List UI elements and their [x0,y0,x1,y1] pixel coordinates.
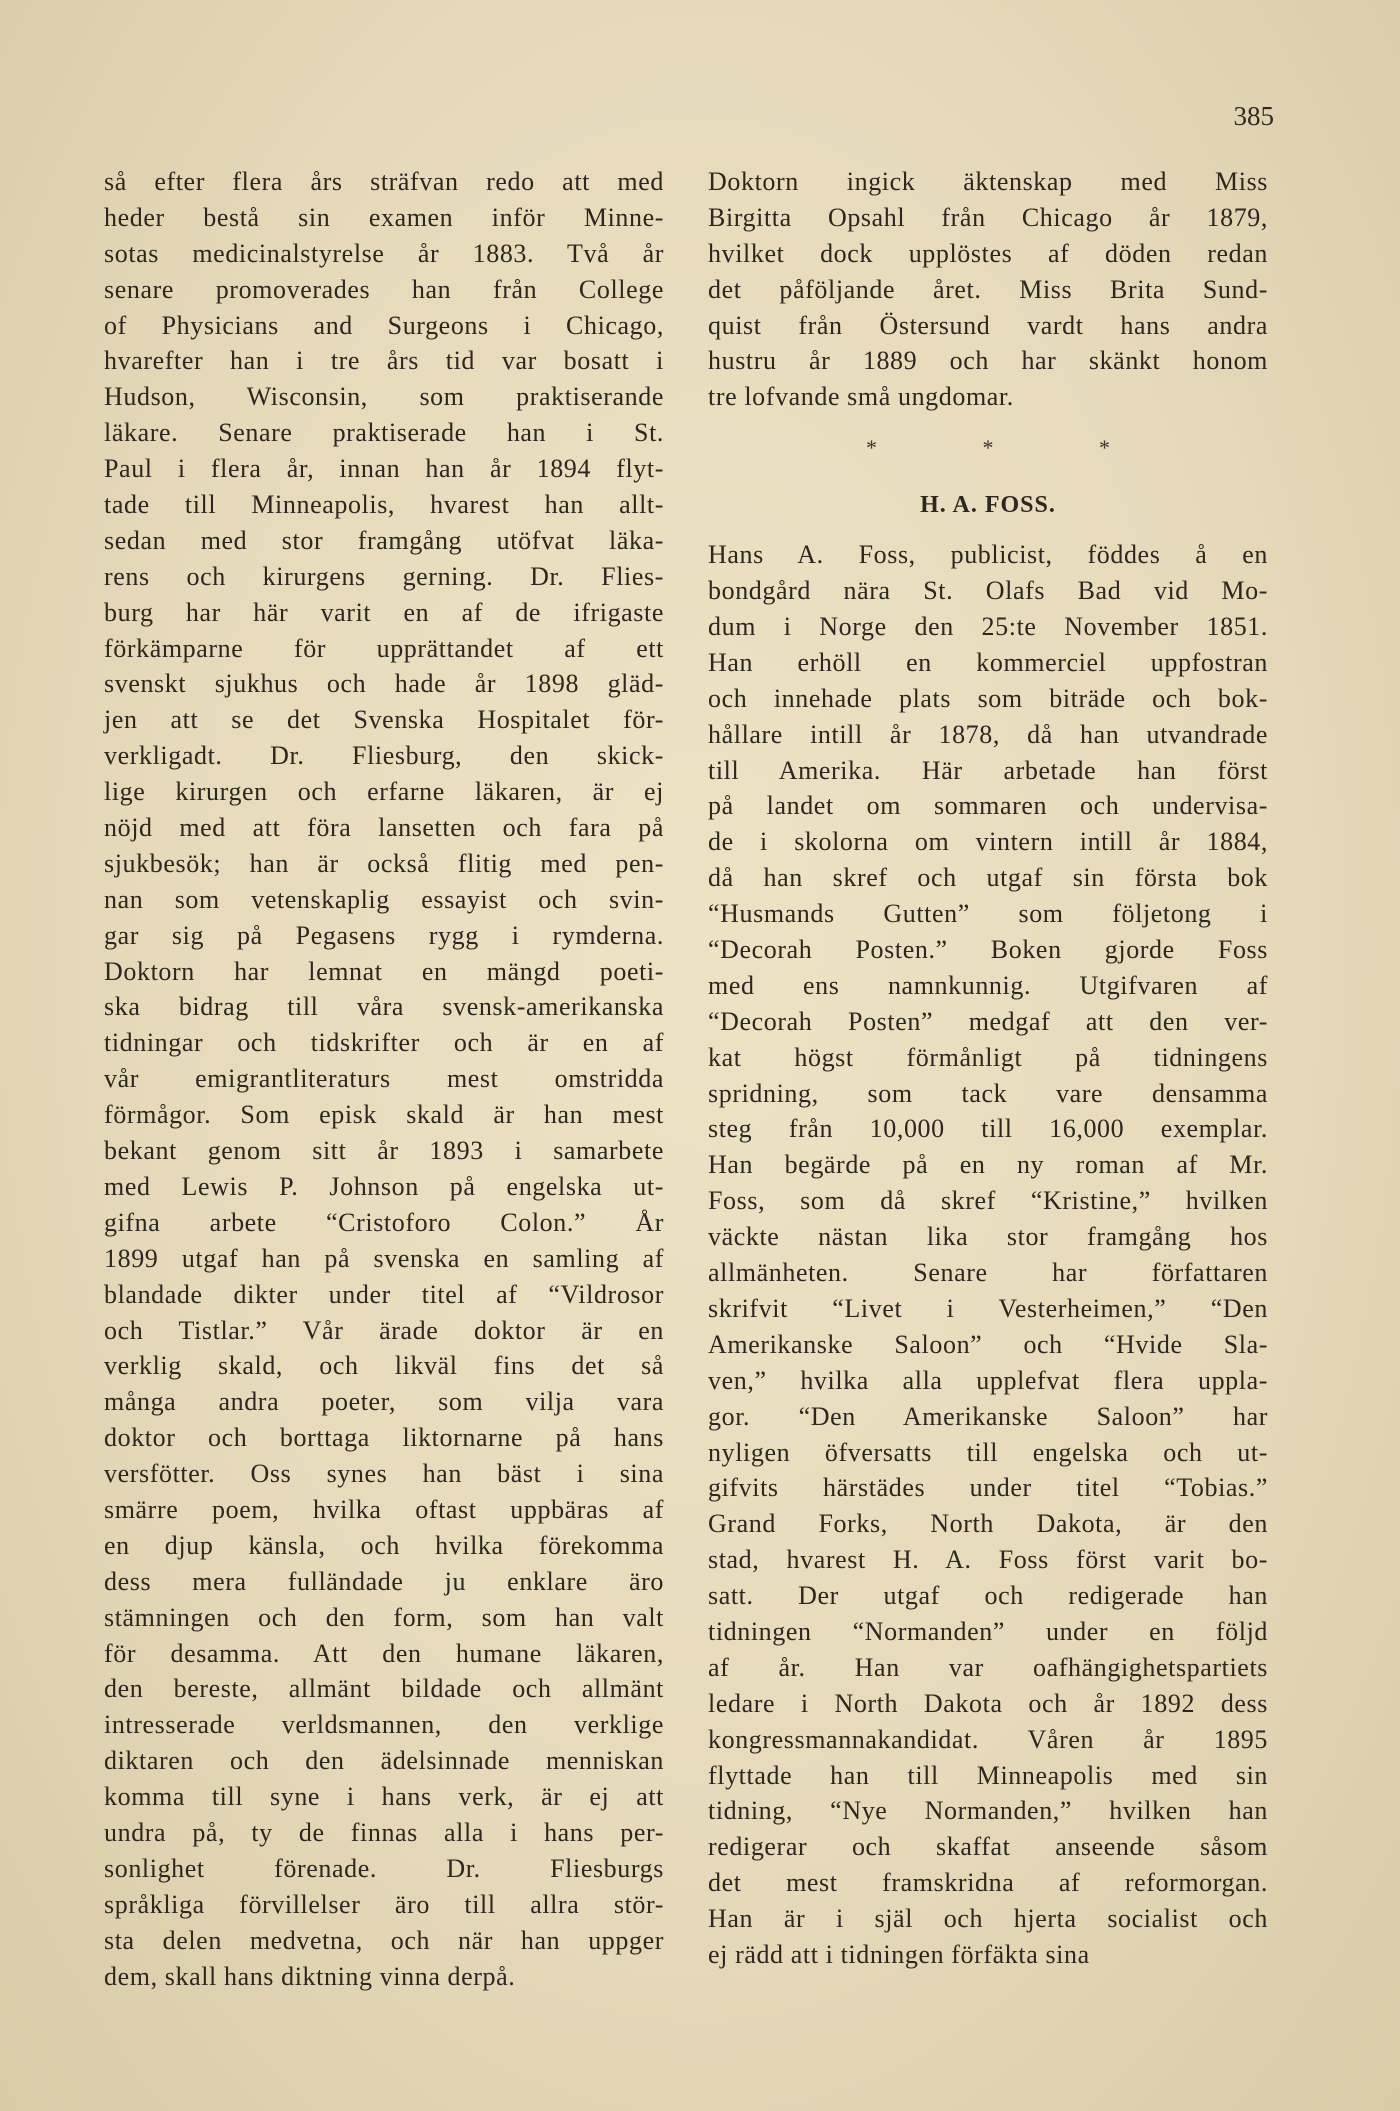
text-line: ven,” hvilka alla upplefvat flera uppla- [708,1365,1268,1395]
text-line: Hudson, Wisconsin, som praktiserande [104,382,664,412]
text-line: tidning, “Nye Normanden,” hvilken han [708,1796,1268,1826]
text-line: sonlighet förenade. Dr. Fliesburgs [104,1853,664,1883]
text-line: gifna arbete “Cristoforo Colon.” År [104,1207,664,1237]
text-line: ledare i North Dakota och år 1892 dess [708,1688,1268,1718]
page-number: 385 [1233,101,1274,131]
text-line: dess mera fulländade ju enklare äro [104,1566,664,1596]
text-line: Doktorn har lemnat en mängd poeti- [104,956,664,986]
text-line: dum i Norge den 25:te November 1851. [708,612,1268,642]
text-line: en djup känsla, och hvilka förekomma [104,1530,664,1560]
text-line: komma till syne i hans verk, är ej att [104,1782,664,1812]
text-line: Doktorn ingick äktenskap med Miss [708,167,1268,196]
text-line: tade till Minneapolis, hvarest han allt- [104,490,664,520]
text-line: ska bidrag till våra svensk-amerikanska [104,992,664,1022]
text-line: då han skref och utgaf sin första bok [708,863,1268,893]
text-line: dem, skall hans diktning vinna derpå. [104,1961,516,1991]
text-line: Birgitta Opsahl från Chicago år 1879, [708,202,1268,232]
left-column [104,164,664,1994]
text-line: nöjd med att föra lansetten och fara på [104,813,664,843]
text-line: de i skolorna om vintern intill år 1884, [708,827,1268,857]
text-line: redigerar och skaffat anseende såsom [708,1832,1268,1862]
text-line: Amerikanske Saloon” och “Hvide Sla- [708,1329,1268,1359]
text-line: gar sig på Pegasens rygg i rymderna. [104,920,664,950]
text-line: ej rädd att i tidningen förfäkta sina [708,1939,1090,1969]
text-line: senare promoverades han från College [104,274,664,304]
text-line: till Amerika. Här arbetade han först [708,755,1268,785]
text-line: jen att se det Svenska Hospitalet för- [104,705,664,735]
right-column-bottom-paragraph [708,537,1268,1973]
text-line: verkligadt. Dr. Fliesburg, den skick- [104,741,664,771]
text-line: tidningar och tidskrifter och är en af [104,1028,664,1058]
text-line: Han begärde på en ny roman af Mr. [708,1150,1268,1180]
text-line: “Decorah Posten” medgaf att den ver- [708,1006,1268,1036]
text-line: många andra poeter, som vilja vara [104,1387,664,1417]
text-line: vår emigrantliteraturs mest omstridda [104,1064,664,1094]
text-line: hållare intill år 1878, då han utvandrade [708,719,1268,749]
text-line: sjukbesök; han är också flitig med pen- [104,848,664,878]
text-line: lige kirurgen och erfarne läkaren, är ej [104,777,664,807]
text-line: svenskt sjukhus och hade år 1898 gläd- [104,669,664,699]
text-line: bondgård nära St. Olafs Bad vid Mo- [708,576,1268,606]
text-line: Grand Forks, North Dakota, är den [708,1509,1268,1539]
text-line: Paul i flera år, innan han år 1894 flyt- [104,454,664,484]
right-column-top-paragraph [708,164,1268,415]
section-separator: * * * [866,435,1160,461]
text-line: sotas medicinalstyrelse år 1883. Två år [104,238,664,268]
text-line: bekant genom sitt år 1893 i samarbete [104,1136,664,1166]
section-heading: H. A. FOSS. [920,492,1056,519]
text-line: tidningen “Normanden” under en följd [708,1616,1268,1646]
right-column [708,164,1268,1973]
text-line: och innehade plats som biträde och bok- [708,683,1268,713]
text-line: of Physicians and Surgeons i Chicago, [104,310,664,340]
text-line: det påföljande året. Miss Brita Sund- [708,274,1268,304]
text-line: för desamma. Att den humane läkaren, [104,1638,664,1668]
text-line: Hans A. Foss, publicist, föddes å en [708,540,1268,570]
text-line: Han erhöll en kommerciel uppfostran [708,647,1268,677]
text-line: förkämparne för upprättandet af ett [104,633,664,663]
text-line: kongressmannakandidat. Våren år 1895 [708,1724,1268,1754]
text-line: heder bestå sin examen inför Minne- [104,202,664,232]
text-line: versfötter. Oss synes han bäst i sina [104,1459,664,1489]
text-line: stämningen och den form, som han valt [104,1602,664,1632]
text-line: stad, hvarest H. A. Foss först varit bo- [708,1545,1268,1575]
text-line: läkare. Senare praktiserade han i St. [104,418,664,448]
text-line: gor. “Den Amerikanske Saloon” har [708,1401,1268,1431]
text-line: med ens namnkunnig. Utgifvaren af [708,970,1268,1000]
text-line: förmågor. Som episk skald är han mest [104,1100,664,1130]
text-line: 1899 utgaf han på svenska en samling af [104,1243,664,1273]
text-line: och Tistlar.” Vår ärade doktor är en [104,1315,664,1345]
text-line: språkliga förvillelser äro till allra stör- [104,1889,664,1919]
text-line: sedan med stor framgång utöfvat läka- [104,525,664,555]
text-line: spridning, som tack vare densamma [708,1078,1268,1108]
text-line: flyttade han till Minneapolis med sin [708,1760,1268,1790]
text-line: nyligen öfversatts till engelska och ut- [708,1437,1268,1467]
text-line: nan som vetenskaplig essayist och svin- [104,884,664,914]
text-line: af år. Han var oafhängighetspartiets [708,1652,1268,1682]
text-line: med Lewis P. Johnson på engelska ut- [104,1171,664,1201]
text-line: Foss, som då skref “Kristine,” hvilken [708,1186,1268,1216]
text-line: hvilket dock upplöstes af döden redan [708,238,1268,268]
text-line: quist från Östersund vardt hans andra [708,310,1268,340]
text-line: smärre poem, hvilka oftast uppbäras af [104,1494,664,1524]
text-line: steg från 10,000 till 16,000 exemplar. [708,1114,1268,1144]
text-line: satt. Der utgaf och redigerade han [708,1581,1268,1611]
text-line: sta delen medvetna, och när han uppger [104,1925,664,1955]
text-line: gifvits härstädes under titel “Tobias.” [708,1473,1268,1503]
text-line: “Husmands Gutten” som följetong i [708,899,1268,929]
text-line: undra på, ty de finnas alla i hans per- [104,1817,664,1847]
text-line: kat högst förmånligt på tidningens [708,1042,1268,1072]
text-line: tre lofvande små ungdomar. [708,382,1014,412]
text-line: hvarefter han i tre års tid var bosatt i [104,346,664,376]
text-line: rens och kirurgens gerning. Dr. Flies- [104,561,664,591]
text-line: diktaren och den ädelsinnade menniskan [104,1746,664,1776]
text-line: den bereste, allmänt bildade och allmänt [104,1674,664,1704]
text-line: det mest framskridna af reformorgan. [708,1868,1268,1898]
text-line: verklig skald, och likväl fins det så [104,1351,664,1381]
text-line: så efter flera års sträfvan redo att med [104,167,664,196]
text-line: skrifvit “Livet i Vesterheimen,” “Den [708,1293,1268,1323]
text-line: doktor och borttaga liktornarne på hans [104,1423,664,1453]
text-line: på landet om sommaren och undervisa- [708,791,1268,821]
text-line: väckte nästan lika stor framgång hos [708,1222,1268,1252]
text-line: allmänheten. Senare har författaren [708,1258,1268,1288]
text-line: burg har här varit en af de ifrigaste [104,597,664,627]
text-line: “Decorah Posten.” Boken gjorde Foss [708,935,1268,965]
text-line: Han är i själ och hjerta socialist och [708,1904,1268,1934]
text-line: hustru år 1889 och har skänkt honom [708,346,1268,376]
text-line: blandade dikter under titel af “Vildrosor [104,1279,664,1309]
text-line: intresserade verldsmannen, den verklige [104,1710,664,1740]
